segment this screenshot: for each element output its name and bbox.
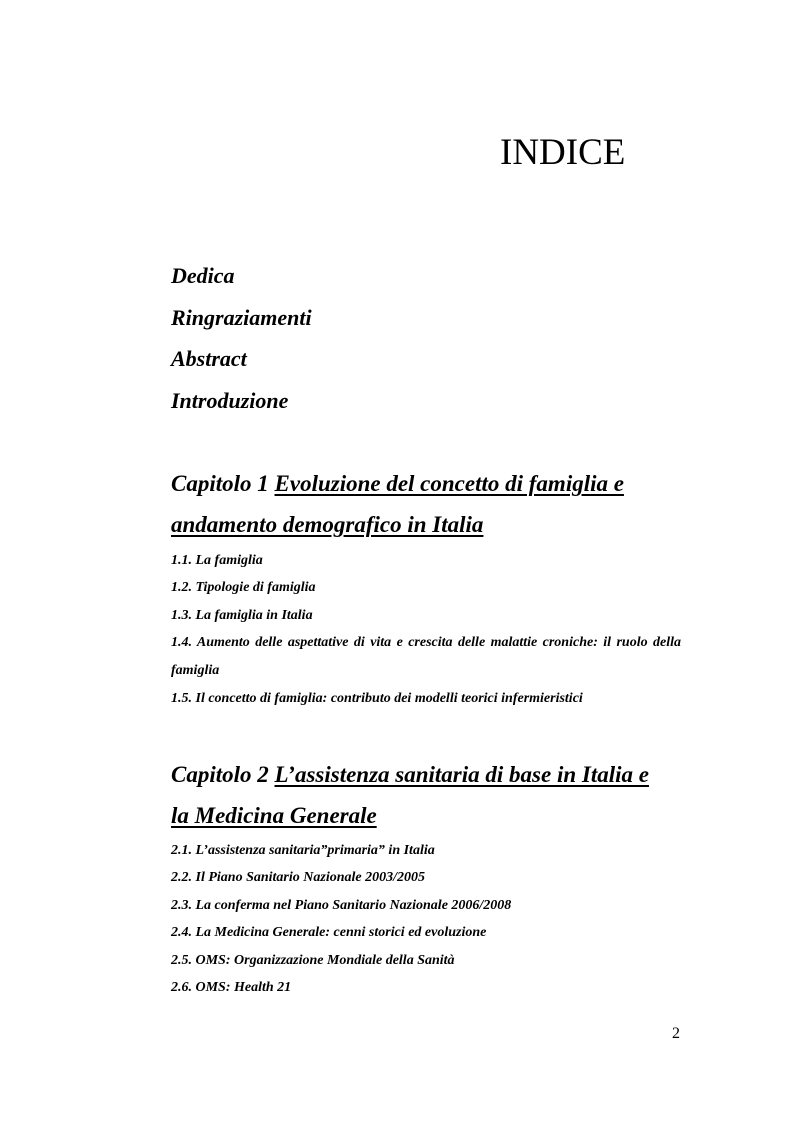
- chapter-2-title-line1: L’assistenza sanitaria di base in Italia e: [274, 762, 649, 787]
- chapter-2-heading-line1: [171, 763, 691, 786]
- page-number: 2: [672, 1025, 680, 1042]
- toc-entry-2-4: 2.4. La Medicina Generale: cenni storici ed evoluzione: [171, 925, 487, 940]
- chapter-1-heading-line2: [171, 513, 691, 536]
- toc-entry-2-5: 2.5. OMS: Organizzazione Mondiale della Sanità: [171, 953, 455, 968]
- toc-entry-1-5: 1.5. Il concetto di famiglia: contributo dei modelli teorici infermieristici: [171, 691, 583, 706]
- toc-entry-1-1: 1.1. La famiglia: [171, 553, 263, 568]
- toc-entry-1-2: 1.2. Tipologie di famiglia: [171, 580, 316, 595]
- front-item-abstract: Abstract: [171, 346, 247, 371]
- chapter-2-heading-line2: [171, 804, 691, 827]
- toc-entry-1-4: 1.4. Aumento delle aspettative di vita e crescita delle malattie croniche: il ruolo della famiglia: [171, 635, 681, 678]
- page-title: INDICE: [500, 132, 626, 173]
- front-item-dedica: Dedica: [171, 263, 235, 288]
- toc-entry-2-3: 2.3. La conferma nel Piano Sanitario Nazionale 2006/2008: [171, 898, 512, 913]
- chapter-1-heading-line1: [171, 472, 691, 495]
- toc-entry-2-2: 2.2. Il Piano Sanitario Nazionale 2003/2005: [171, 870, 425, 885]
- toc-entry-2-6: 2.6. OMS: Health 21: [171, 980, 292, 995]
- front-item-ringraziamenti: Ringraziamenti: [171, 305, 312, 330]
- chapter-1-title-line2: andamento demografico in Italia: [171, 512, 484, 537]
- toc-entry-1-3: 1.3. La famiglia in Italia: [171, 608, 313, 623]
- chapter-1-title-line1: Evoluzione del concetto di famiglia e: [274, 471, 624, 496]
- toc-entry-2-1: 2.1. L’assistenza sanitaria”primaria” in Italia: [171, 843, 435, 858]
- chapter-2-title-line2: la Medicina Generale: [171, 803, 377, 828]
- front-item-introduzione: Introduzione: [171, 388, 289, 413]
- chapter-2-prefix: Capitolo 2: [171, 762, 275, 787]
- chapter-1-prefix: Capitolo 1: [171, 471, 275, 496]
